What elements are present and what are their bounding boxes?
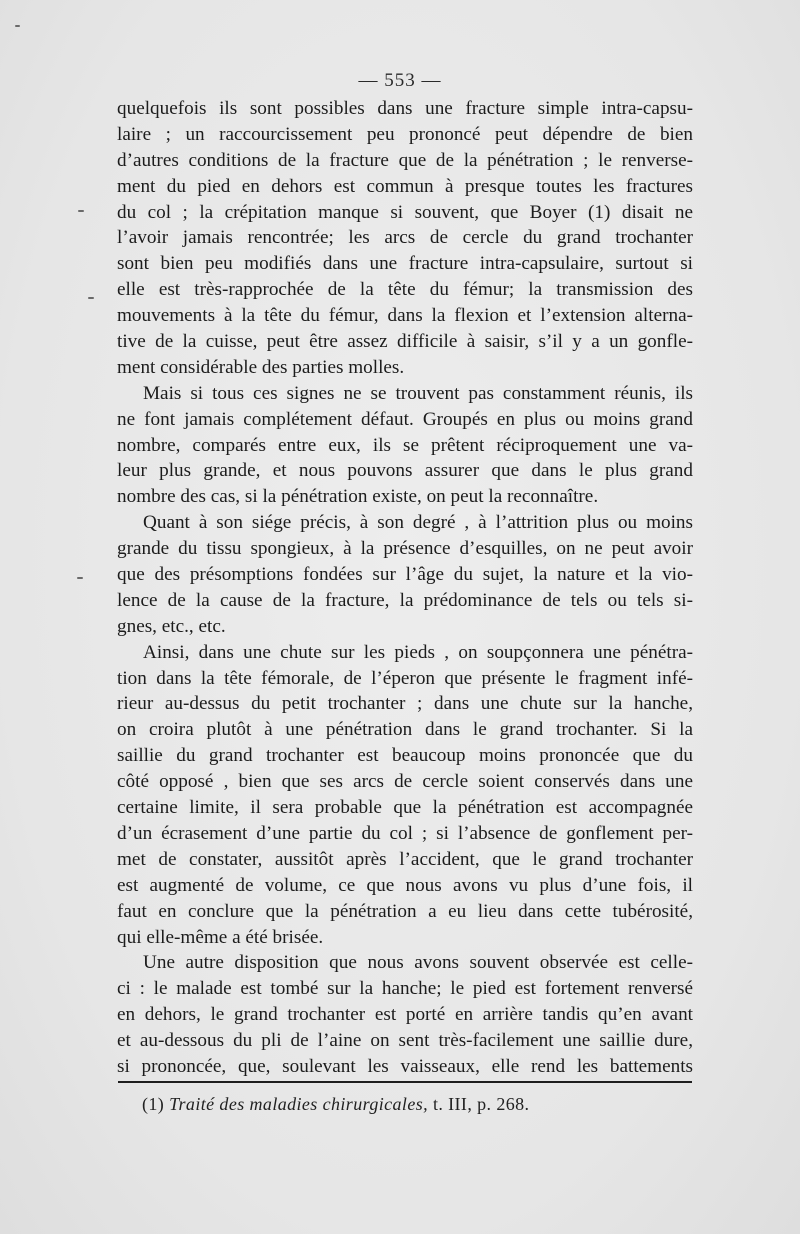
footnote bbox=[142, 1094, 529, 1115]
text-line: gnes, etc., etc. bbox=[117, 615, 226, 637]
text-line: ment considérable des parties molles. bbox=[117, 356, 405, 378]
text-line: lence de la cause de la fracture, la prédominance de tels ou tels si- bbox=[117, 589, 693, 611]
paragraph bbox=[117, 96, 693, 381]
text-line: Quant à son siége précis, à son degré , à l’attrition plus ou moins bbox=[143, 512, 693, 534]
text-line: côté opposé , bien que ses arcs de cercle soient conservés dans une bbox=[117, 771, 693, 793]
text-line: saillie du grand trochanter est beaucoup moins prononcée que du bbox=[117, 745, 693, 767]
text-line: d’un écrasement d’une partie du col ; si l’absence de gonflement per- bbox=[117, 822, 693, 844]
text-line: en dehors, le grand trochanter est porté en arrière tandis qu’en avant bbox=[117, 1004, 693, 1026]
text-line: grande du tissu spongieux, à la présence d’esquilles, on ne peut avoir bbox=[117, 538, 693, 560]
body-text bbox=[117, 96, 693, 1080]
text-line: Ainsi, dans une chute sur les pieds , on soupçonnera une pénétra- bbox=[143, 641, 693, 663]
text-line: laire ; un raccourcissement peu prononcé peut dépendre de bien bbox=[117, 123, 693, 145]
footnote-reference: t. III, p. 268. bbox=[432, 1094, 530, 1114]
footnote-marker: (1) bbox=[142, 1094, 165, 1114]
text-line: l’avoir jamais rencontrée; les arcs de cercle du grand trochanter bbox=[117, 227, 693, 249]
text-line: nombre, comparés entre eux, ils se prêtent réciproquement une va- bbox=[117, 434, 693, 456]
text-line: ment du pied en dehors est commun à presque toutes les fractures bbox=[117, 175, 693, 197]
text-line: est augmenté de volume, ce que nous avons vu plus d’une fois, il bbox=[117, 874, 693, 896]
paragraph bbox=[117, 381, 693, 510]
text-line: elle est très-rapprochée de la tête du fémur; la transmission des bbox=[117, 279, 693, 301]
text-line: met de constater, aussitôt après l’accident, que le grand trochanter bbox=[117, 848, 693, 870]
text-line: et au-dessous du pli de l’aine on sent très-facilement une saillie dure, bbox=[117, 1030, 693, 1052]
text-line: ne font jamais complétement défaut. Groupés en plus ou moins grand bbox=[117, 408, 693, 430]
text-line: faut en conclure que la pénétration a eu lieu dans cette tubérosité, bbox=[117, 900, 693, 922]
text-line: Une autre disposition que nous avons souvent observée est celle- bbox=[143, 952, 693, 974]
text-line: du col ; la crépitation manque si souvent, que Boyer (1) disait ne bbox=[117, 201, 693, 223]
text-line: on croira plutôt à une pénétration dans le grand trochanter. Si la bbox=[117, 719, 693, 741]
footnote-title: Traité des maladies chirurgicales, bbox=[169, 1094, 429, 1114]
text-line: ci : le malade est tombé sur la hanche; le pied est fortement renversé bbox=[117, 978, 693, 1000]
text-line: certaine limite, il sera probable que la pénétration est accompagnée bbox=[117, 797, 693, 819]
text-line: nombre des cas, si la pénétration existe, on peut la reconnaître. bbox=[117, 486, 599, 508]
text-line: sont bien peu modifiés dans une fracture intra-capsulaire, surtout si bbox=[117, 253, 693, 275]
text-line: tion dans la tête fémorale, de l’éperon que présente le fragment infé- bbox=[117, 667, 693, 689]
text-line: rieur au-dessus du petit trochanter ; dans une chute sur la hanche, bbox=[117, 693, 693, 715]
paragraph bbox=[117, 510, 693, 639]
text-line: d’autres conditions de la fracture que de la pénétration ; le renverse- bbox=[117, 149, 693, 171]
margin-mark bbox=[78, 210, 84, 212]
text-line: quelquefois ils sont possibles dans une fracture simple intra-capsu- bbox=[117, 98, 693, 119]
page-number: — 553 — bbox=[358, 70, 442, 91]
text-line: qui elle-même a été brisée. bbox=[117, 926, 324, 948]
footnote-divider bbox=[118, 1081, 692, 1083]
margin-mark bbox=[77, 577, 83, 579]
text-line: mouvements à la tête du fémur, dans la flexion et l’extension alterna- bbox=[117, 305, 693, 327]
text-line: Mais si tous ces signes ne se trouvent pas constamment réunis, ils bbox=[143, 382, 693, 404]
text-line: leur plus grande, et nous pouvons assurer que dans le plus grand bbox=[117, 460, 693, 482]
text-line: tive de la cuisse, peut être assez difficile à saisir, s’il y a un gonfle- bbox=[117, 331, 693, 353]
paragraph bbox=[117, 640, 693, 951]
paragraph bbox=[117, 950, 693, 1079]
margin-mark bbox=[88, 297, 94, 299]
text-line: si prononcée, que, soulevant les vaisseaux, elle rend les battements bbox=[117, 1055, 693, 1077]
scan-speck bbox=[15, 25, 20, 27]
text-line: que des présomptions fondées sur l’âge du sujet, la nature et la vio- bbox=[117, 564, 693, 586]
